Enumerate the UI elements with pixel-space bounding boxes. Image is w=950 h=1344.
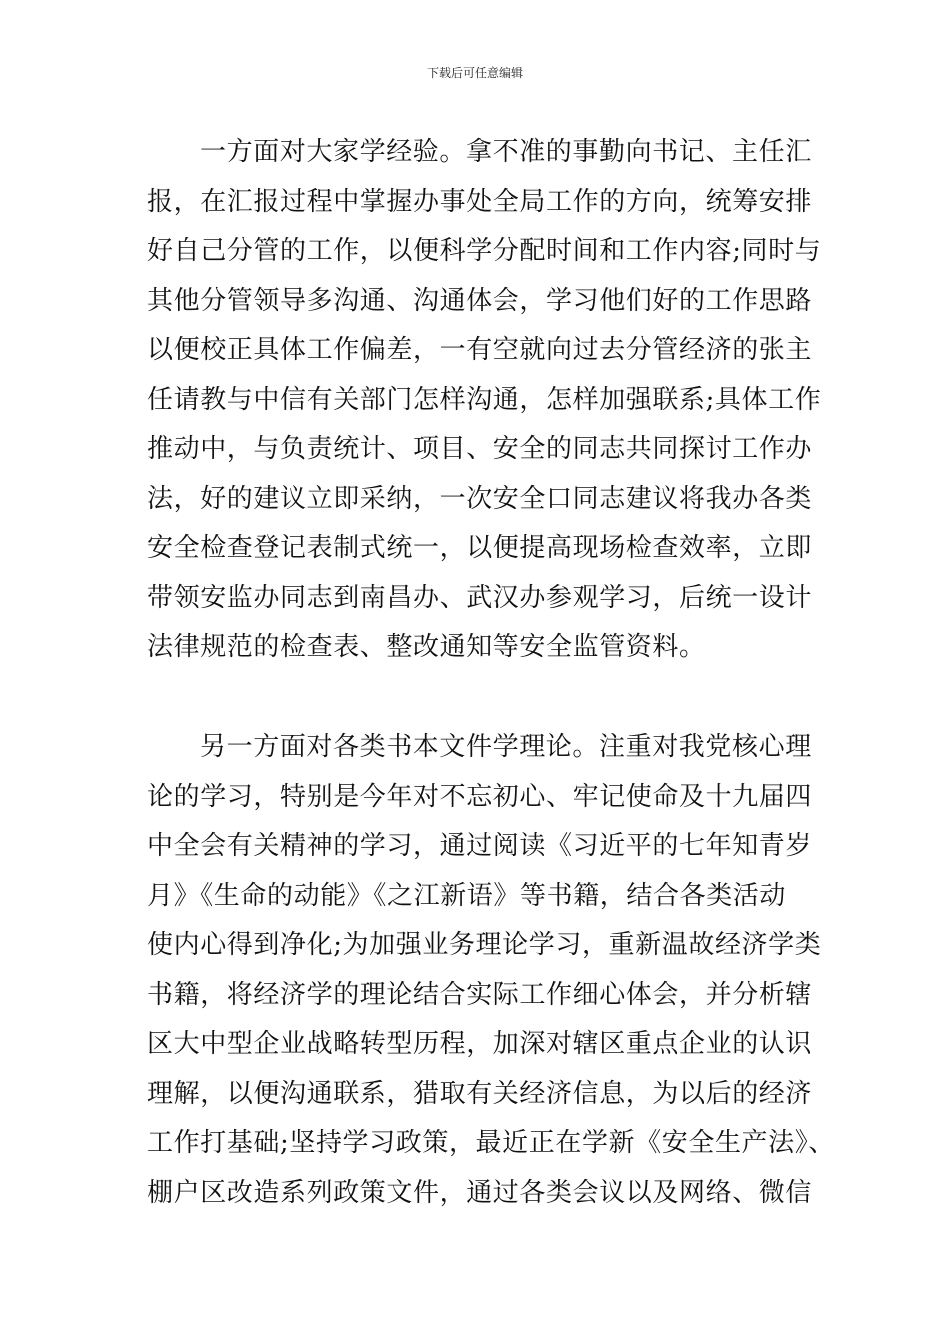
text-line: 任请教与中信有关部门怎样沟通，怎样加强联系;具体工作	[147, 385, 822, 415]
text-line: 理解，以便沟通联系，猎取有关经济信息，为以后的经济	[147, 1079, 813, 1109]
text-line: 棚户区改造系列政策文件，通过各类会议以及网络、微信	[147, 1178, 813, 1208]
text-line: 其他分管领导多沟通、沟通体会，学习他们好的工作思路	[147, 286, 813, 316]
text-line: 推动中，与负责统计、项目、安全的同志共同探讨工作办	[147, 434, 813, 464]
text-line: 安全检查登记表制式统一，以便提高现场检查效率，立即	[147, 533, 813, 563]
text-line: 带领安监办同志到南昌办、武汉办参观学习，后统一设计	[147, 583, 813, 613]
text-line: 以便校正具体工作偏差，一有空就向过去分管经济的张主	[147, 335, 813, 365]
text-line: 书籍，将经济学的理论结合实际工作细心体会，并分析辖	[147, 980, 813, 1010]
text-line: 好自己分管的工作，以便科学分配时间和工作内容;同时与	[147, 236, 822, 266]
text-line: 另一方面对各类书本文件学理论。注重对我党核心理	[200, 732, 812, 762]
text-line: 工作打基础;坚持学习政策，最近正在学新《安全生产法》、	[147, 1128, 835, 1158]
text-line: 一方面对大家学经验。拿不准的事勤向书记、主任汇	[200, 137, 812, 167]
text-line: 法，好的建议立即采纳，一次安全口同志建议将我办各类	[147, 484, 813, 514]
text-line: 论的学习，特别是今年对不忘初心、牢记使命及十九届四	[147, 782, 813, 812]
text-line: 报，在汇报过程中掌握办事处全局工作的方向，统筹安排	[147, 187, 813, 217]
text-line: 区大中型企业战略转型历程，加深对辖区重点企业的认识	[147, 1029, 813, 1059]
text-line: 中全会有关精神的学习，通过阅读《习近平的七年知青岁	[147, 831, 813, 861]
text-line: 使内心得到净化;为加强业务理论学习，重新温故经济学类	[147, 930, 822, 960]
text-line: 月》《生命的动能》《之江新语》等书籍，结合各类活动	[147, 881, 787, 911]
text-line: 法律规范的检查表、整改通知等安全监管资料。	[147, 632, 706, 662]
page-header-note: 下载后可任意编辑	[426, 66, 523, 80]
